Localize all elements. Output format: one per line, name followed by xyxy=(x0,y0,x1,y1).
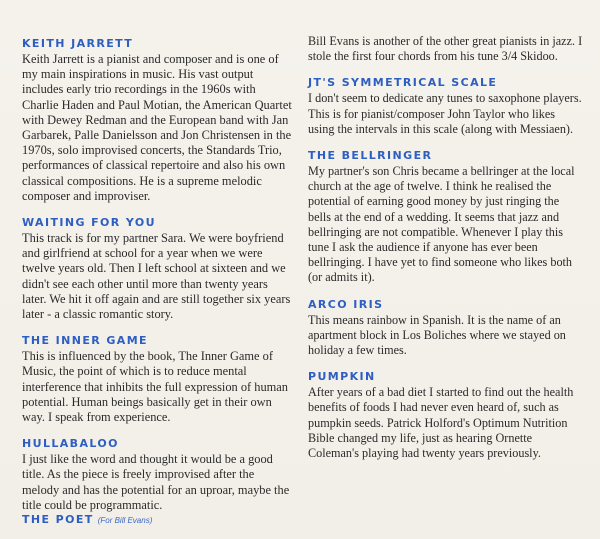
section-body: I just like the word and thought it would be a good title. As the piece is freely improvised after the melody and has the potential for an uproar, maybe the title could be programmatic. xyxy=(22,452,290,512)
section-body: This means rainbow in Spanish. It is the name of an apartment block in Los Boliches where we stayed on holiday a few times. xyxy=(308,312,566,358)
section-body: I don't seem to dedicate any tunes to saxophone players. This is for pianist/composer John Taylor who likes using the intervals in this scale (along with Messiaen). xyxy=(308,91,582,136)
section-body: Bill Evans is another of the other great pianists in jazz. I stole the first four chords from his tune 3/4 Skidoo. xyxy=(308,34,583,64)
section-heading: THE BELLRINGER xyxy=(308,149,433,163)
section-heading: WAITING FOR YOU xyxy=(22,216,156,230)
right-column xyxy=(308,34,584,473)
section-heading-the-poet xyxy=(22,513,294,528)
section-pumpkin xyxy=(308,370,584,461)
section-heading: ARCO IRIS xyxy=(308,297,384,311)
section-arco-iris xyxy=(308,298,584,359)
section-the-bellringer xyxy=(308,149,584,286)
section-the-inner-game xyxy=(22,334,294,425)
section-keith-jarrett xyxy=(22,37,294,204)
section-jts-symmetrical-scale xyxy=(308,76,584,137)
section-body: This track is for my partner Sara. We were boyfriend and girlfriend at school for a year when we were twelve years old. Then I left school at sixteen and we didn't see each other until more than twenty years later. We hit it off again and are still together six years later - a classic romantic story. xyxy=(22,231,291,322)
section-body: After years of a bad diet I started to find out the health benefits of foods I had never even heard of, such as pumpkin seeds. Patrick Holford's Optimum Nutrition Bible changed my life, just as hearing Ornette Coleman's playing had twenty years previously. xyxy=(308,385,574,461)
section-body: My partner's son Chris became a bellringer at the local church at the age of twelve. I think he realised the potential of earning good money by just ringing the bells at the end of a wedding. It seems that jazz and bellringing are not compatible. Whenever I play this tune I ask the audience if anyone has ever been bellringing. I have yet to find someone who likes both (or admits it). xyxy=(308,164,575,285)
section-body: Keith Jarrett is a pianist and composer and is one of my main inspirations in music. His vast output includes early trio recordings in the 1960s with Charlie Haden and Paul Motian, the American Quartet with Dewey Redman and the European band with Jan Garbarek, Palle Danielsson and Jon Christensen in the 1970s, solo improvised concerts, the Standards Trio, performances of classical repertoire and also his own classical compositions. He is a supreme melodic composer and improviser. xyxy=(22,52,292,203)
section-hullabaloo xyxy=(22,437,294,513)
section-heading: PUMPKIN xyxy=(308,370,376,384)
section-waiting-for-you xyxy=(22,216,294,322)
section-heading: JT'S SYMMETRICAL SCALE xyxy=(308,76,498,90)
section-heading: THE INNER GAME xyxy=(22,334,148,348)
section-heading: HULLABALOO xyxy=(22,437,119,451)
section-body: This is influenced by the book, The Inner Game of Music, the point of which is to reduce mental interference that inhibits the full expression of human potential. Human beings basically get in their own way. I speak from experience. xyxy=(22,349,288,425)
section-heading: KEITH JARRETT xyxy=(22,37,134,50)
the-poet-note: (For Bill Evans) xyxy=(97,516,153,526)
the-poet-title: THE POET xyxy=(22,513,94,527)
left-column xyxy=(22,37,294,529)
section-the-poet-continued xyxy=(308,34,584,64)
